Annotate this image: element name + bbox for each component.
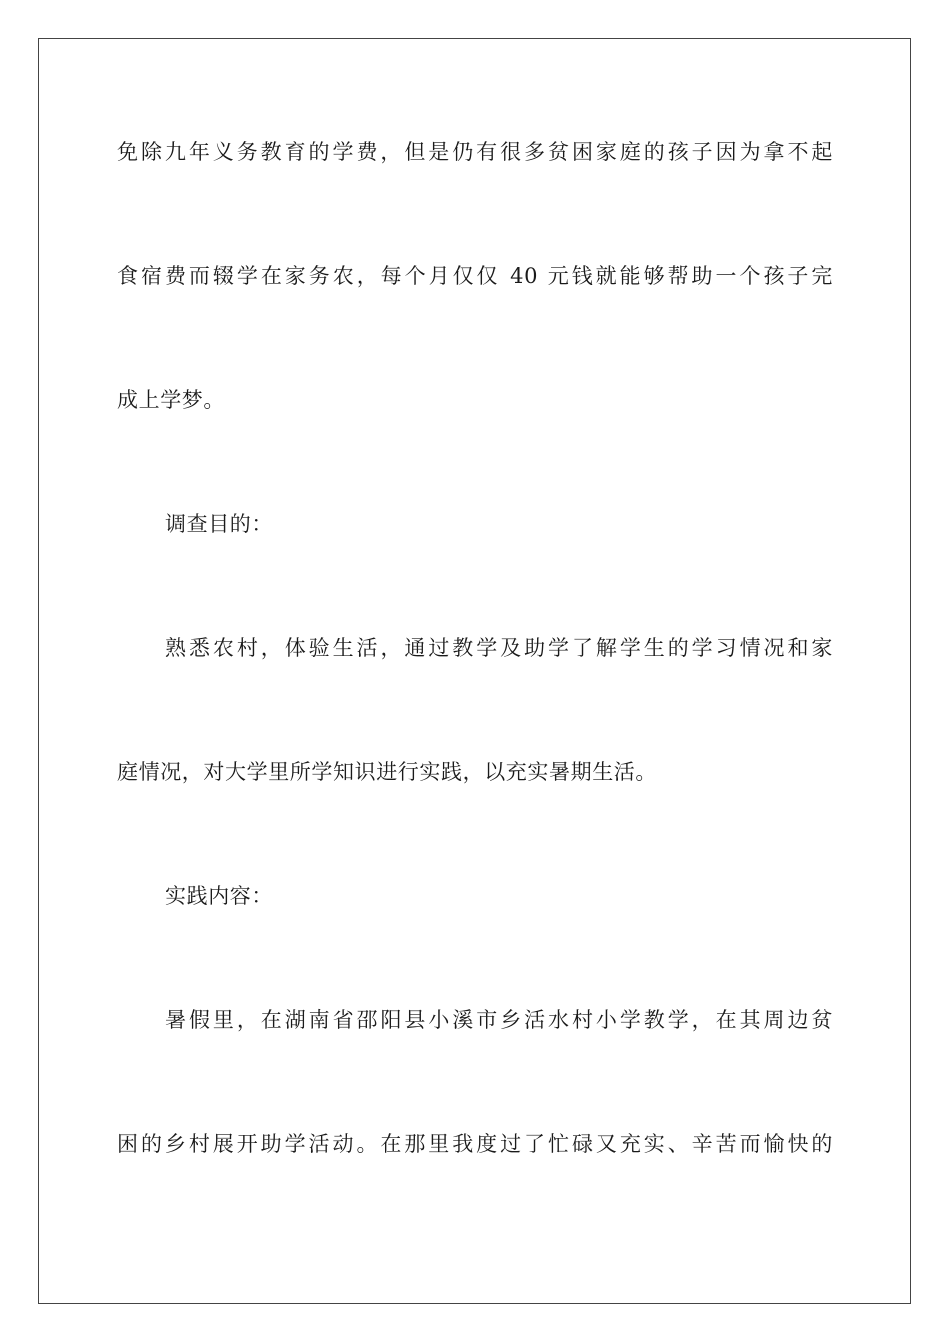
paragraph-line: 熟悉农村，体验生活，通过教学及助学了解学生的学习情况和家 — [165, 636, 833, 660]
paragraph-line: 暑假里，在湖南省邵阳县小溪市乡活水村小学教学，在其周边贫 — [165, 1008, 833, 1032]
paragraph-line: 成上学梦。 — [117, 388, 225, 412]
paragraph-line: 困的乡村展开助学活动。在那里我度过了忙碌又充实、辛苦而愉快的 — [117, 1132, 833, 1156]
section-heading: 实践内容： — [165, 884, 273, 908]
paragraph-line: 食宿费而辍学在家务农，每个月仅仅 40 元钱就能够帮助一个孩子完 — [117, 264, 833, 288]
paragraph-line: 庭情况，对大学里所学知识进行实践，以充实暑期生活。 — [117, 760, 657, 784]
section-heading: 调查目的： — [165, 512, 273, 536]
page-border — [38, 38, 911, 1304]
paragraph-line: 免除九年义务教育的学费，但是仍有很多贫困家庭的孩子因为拿不起 — [117, 140, 833, 164]
